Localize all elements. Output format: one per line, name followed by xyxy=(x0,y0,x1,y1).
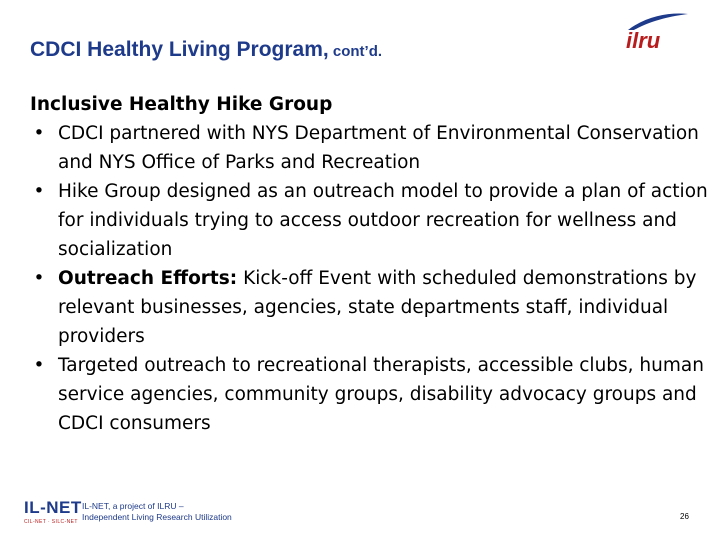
ilnet-logo-subtext: CIL-NET · SILC-NET xyxy=(24,519,78,525)
ilru-logo xyxy=(622,10,694,52)
ilru-logo-text: ilru xyxy=(626,28,661,52)
section-heading: Inclusive Healthy Hike Group xyxy=(30,94,333,115)
slide-footer xyxy=(0,494,720,534)
bullet-icon: • xyxy=(33,268,45,289)
bullet-list xyxy=(30,119,714,438)
bullet-item xyxy=(30,264,714,351)
project-credit-line1: IL-NET, a project of ILRU – xyxy=(82,501,184,511)
ilnet-logo-text: IL-NET xyxy=(24,498,82,517)
project-credit xyxy=(82,501,232,522)
bullet-icon: • xyxy=(33,123,45,144)
bullet-text: Targeted outreach to recreational therapists, accessible clubs, human service agencies, community groups, disability advocacy groups and CDCI consumers xyxy=(58,355,704,434)
bullet-lead: Outreach Efforts: xyxy=(58,268,238,289)
bullet-icon: • xyxy=(33,355,45,376)
bullet-item xyxy=(30,351,714,438)
slide-title xyxy=(30,38,382,62)
bullet-icon: • xyxy=(33,181,45,202)
project-credit-line2: Independent Living Research Utilization xyxy=(82,511,232,522)
page-number: 26 xyxy=(680,512,689,521)
ilnet-logo xyxy=(24,498,82,525)
bullet-text: Hike Group designed as an outreach model to provide a plan of action for individuals trying to access outdoor recreation for wellness and socialization xyxy=(58,181,708,260)
bullet-text: Kick-off Event with scheduled demonstrations by relevant businesses, agencies, state departments staff, individual providers xyxy=(58,268,697,347)
slide-content xyxy=(30,90,714,438)
slide-title-main: CDCI Healthy Living Program, xyxy=(30,38,329,61)
bullet-item xyxy=(30,119,714,177)
bullet-item xyxy=(30,177,714,264)
bullet-text: CDCI partnered with NYS Department of Environmental Conservation and NYS Office of Parks and Recreation xyxy=(58,123,699,173)
slide-title-suffix: cont’d. xyxy=(328,43,383,60)
